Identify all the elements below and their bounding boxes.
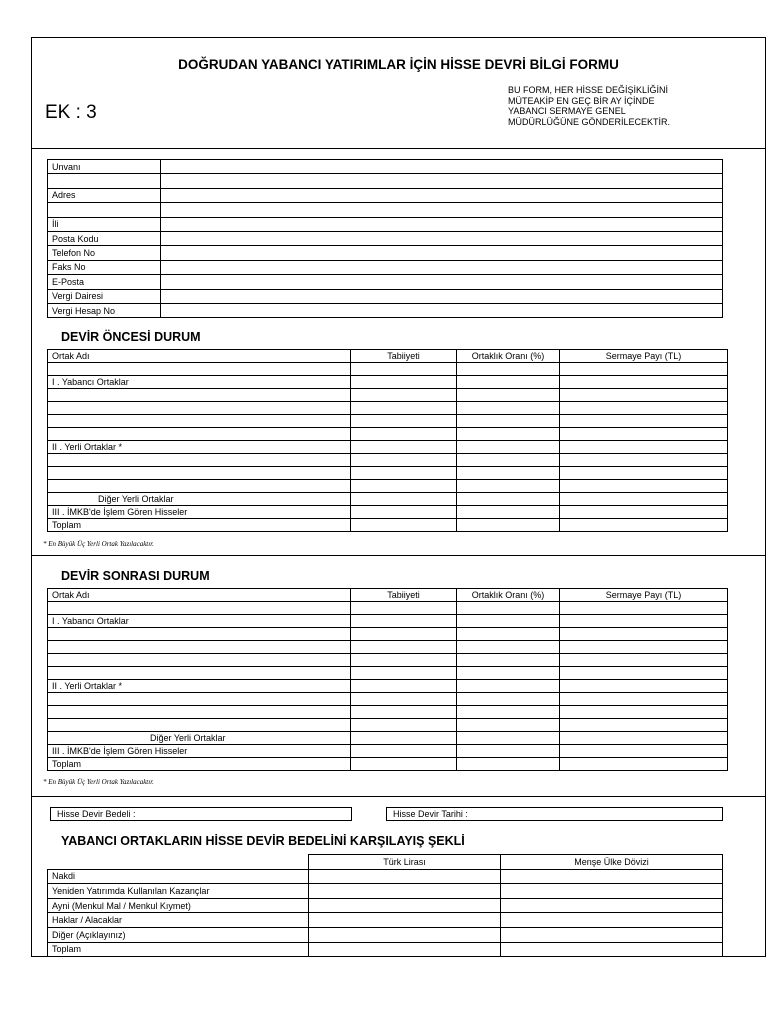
before-footnote: * En Büyük Üç Yerli Ortak Yazılacaktır. (43, 540, 154, 548)
transfer-price-field[interactable]: Hisse Devir Bedeli : (50, 807, 352, 821)
table-row (48, 758, 728, 771)
row-label (48, 402, 351, 415)
value-cell[interactable] (351, 693, 457, 706)
value-cell[interactable] (560, 602, 728, 615)
value-cell[interactable] (457, 758, 560, 771)
field-value-input[interactable] (161, 289, 723, 303)
value-cell[interactable] (457, 693, 560, 706)
value-cell[interactable] (351, 654, 457, 667)
field-value-input[interactable] (161, 203, 723, 217)
field-value-input[interactable] (161, 231, 723, 245)
row-label: Yeniden Yatırımda Kullanılan Kazançlar (48, 884, 309, 899)
row-label: Diğer (Açıklayınız) (48, 927, 309, 942)
value-cell[interactable] (351, 454, 457, 467)
field-label (48, 174, 161, 188)
value-cell[interactable] (501, 869, 723, 884)
table-row (48, 745, 728, 758)
row-label: II . Yerli Ortaklar * (48, 680, 351, 693)
row-label: III . İMKB'de İşlem Gören Hisseler (48, 745, 351, 758)
value-cell[interactable] (351, 745, 457, 758)
value-cell[interactable] (309, 869, 501, 884)
field-label: Posta Kodu (48, 231, 161, 245)
row-label (48, 602, 351, 615)
row-label (48, 428, 351, 441)
submission-note (508, 85, 670, 127)
table-row (48, 693, 728, 706)
row-label (48, 363, 351, 376)
field-value-input[interactable] (161, 303, 723, 317)
row-label (48, 641, 351, 654)
table-row (48, 884, 723, 899)
value-cell[interactable] (560, 693, 728, 706)
table-row (48, 680, 728, 693)
value-cell[interactable] (560, 480, 728, 493)
value-cell[interactable] (560, 363, 728, 376)
column-header: Ortaklık Oranı (%) (457, 589, 560, 602)
value-cell[interactable] (351, 758, 457, 771)
value-cell[interactable] (351, 376, 457, 389)
row-label: Toplam (48, 758, 351, 771)
value-cell[interactable] (560, 519, 728, 532)
value-cell[interactable] (457, 480, 560, 493)
value-cell[interactable] (501, 898, 723, 913)
field-label: Unvanı (48, 160, 161, 174)
table-row (48, 602, 728, 615)
field-label: İli (48, 217, 161, 231)
value-cell[interactable] (351, 732, 457, 745)
value-cell[interactable] (351, 415, 457, 428)
value-cell[interactable] (457, 615, 560, 628)
column-header: Ortaklık Oranı (%) (457, 350, 560, 363)
table-row (48, 441, 728, 454)
table-row (48, 732, 728, 745)
row-label: I . Yabancı Ortaklar (48, 376, 351, 389)
field-label: Vergi Hesap No (48, 303, 161, 317)
column-header: Tabiiyeti (351, 589, 457, 602)
value-cell[interactable] (560, 654, 728, 667)
divider (32, 796, 765, 797)
row-label (48, 706, 351, 719)
company-field-row (48, 231, 723, 245)
value-cell[interactable] (560, 467, 728, 480)
table-row (48, 942, 723, 957)
divider (32, 148, 765, 149)
row-label: Ayni (Menkul Mal / Menkul Kıymet) (48, 898, 309, 913)
table-row (48, 615, 728, 628)
value-cell[interactable] (457, 454, 560, 467)
value-cell[interactable] (560, 389, 728, 402)
value-cell[interactable] (457, 493, 560, 506)
value-cell[interactable] (351, 363, 457, 376)
field-value-input[interactable] (161, 260, 723, 274)
row-label (48, 415, 351, 428)
value-cell[interactable] (351, 615, 457, 628)
value-cell[interactable] (351, 602, 457, 615)
value-cell[interactable] (560, 454, 728, 467)
value-cell[interactable] (560, 506, 728, 519)
table-row (48, 706, 728, 719)
annex-label: EK : 3 (45, 102, 97, 123)
after-section-title: DEVİR SONRASI DURUM (61, 569, 210, 583)
value-cell[interactable] (560, 441, 728, 454)
column-header: Sermaye Payı (TL) (560, 589, 728, 602)
value-cell[interactable] (501, 913, 723, 928)
value-cell[interactable] (560, 667, 728, 680)
value-cell[interactable] (457, 602, 560, 615)
row-label (48, 654, 351, 667)
column-header: Menşe Ülke Dövizi (501, 855, 723, 870)
value-cell[interactable] (560, 628, 728, 641)
company-field-row (48, 260, 723, 274)
value-cell[interactable] (351, 428, 457, 441)
value-cell[interactable] (351, 706, 457, 719)
table-row (48, 467, 728, 480)
company-info-table (47, 159, 723, 318)
company-field-row (48, 217, 723, 231)
after-footnote: * En Büyük Üç Yerli Ortak Yazılacaktır. (43, 778, 154, 786)
value-cell[interactable] (560, 376, 728, 389)
row-label: Nakdi (48, 869, 309, 884)
field-label: Adres (48, 188, 161, 202)
table-row (48, 454, 728, 467)
value-cell[interactable] (560, 706, 728, 719)
value-cell[interactable] (457, 519, 560, 532)
company-field-row (48, 289, 723, 303)
table-row (48, 654, 728, 667)
value-cell[interactable] (457, 441, 560, 454)
column-header: Ortak Adı (48, 350, 351, 363)
column-header: Ortak Adı (48, 589, 351, 602)
table-row (48, 641, 728, 654)
note-line: MÜTEAKİP EN GEÇ BİR AY İÇİNDE (508, 95, 655, 106)
table-row (48, 415, 728, 428)
value-cell[interactable] (457, 680, 560, 693)
table-row (48, 402, 728, 415)
table-row (48, 519, 728, 532)
row-label (48, 389, 351, 402)
value-cell[interactable] (457, 428, 560, 441)
table-row (48, 869, 723, 884)
value-cell[interactable] (351, 680, 457, 693)
before-section-title: DEVİR ÖNCESİ DURUM (61, 330, 201, 344)
field-value-input[interactable] (161, 174, 723, 188)
row-label (48, 454, 351, 467)
field-value-input[interactable] (161, 217, 723, 231)
value-cell[interactable] (457, 402, 560, 415)
table-row (48, 913, 723, 928)
field-value-input[interactable] (161, 275, 723, 289)
payment-method-table (47, 854, 723, 957)
table-row (48, 927, 723, 942)
row-label: III . İMKB'de İşlem Gören Hisseler (48, 506, 351, 519)
field-value-input[interactable] (161, 188, 723, 202)
company-field-row (48, 160, 723, 174)
column-header: Tabiiyeti (351, 350, 457, 363)
field-label: E-Posta (48, 275, 161, 289)
company-field-row (48, 174, 723, 188)
value-cell[interactable] (457, 706, 560, 719)
company-field-row (48, 188, 723, 202)
before-shareholders-table (47, 349, 728, 532)
note-line: MÜDÜRLÜĞÜNE GÖNDERİLECEKTİR. (508, 116, 671, 127)
value-cell[interactable] (351, 402, 457, 415)
table-row (48, 898, 723, 913)
row-label (48, 628, 351, 641)
row-label: Haklar / Alacaklar (48, 913, 309, 928)
value-cell[interactable] (351, 519, 457, 532)
value-cell[interactable] (457, 732, 560, 745)
value-cell[interactable] (351, 467, 457, 480)
value-cell[interactable] (457, 376, 560, 389)
value-cell[interactable] (501, 927, 723, 942)
row-label: Diğer Yerli Ortaklar (48, 732, 351, 745)
value-cell[interactable] (457, 389, 560, 402)
note-line: BU FORM, HER HİSSE DEĞİŞİKLİĞİNİ (508, 85, 669, 95)
table-row (48, 667, 728, 680)
after-shareholders-table (47, 588, 728, 771)
value-cell[interactable] (351, 628, 457, 641)
value-cell[interactable] (560, 745, 728, 758)
value-cell[interactable] (457, 363, 560, 376)
table-row (48, 493, 728, 506)
table-row (48, 428, 728, 441)
value-cell[interactable] (309, 942, 501, 957)
value-cell[interactable] (309, 884, 501, 899)
value-cell[interactable] (501, 884, 723, 899)
note-line: YABANCI SERMAYE GENEL (508, 106, 626, 116)
value-cell[interactable] (457, 654, 560, 667)
column-header: Sermaye Payı (TL) (560, 350, 728, 363)
table-row (48, 480, 728, 493)
company-field-row (48, 303, 723, 317)
table-row (48, 389, 728, 402)
value-cell[interactable] (309, 927, 501, 942)
value-cell[interactable] (309, 913, 501, 928)
form-title: DOĞRUDAN YABANCI YATIRIMLAR İÇİN HİSSE DEVRİ BİLGİ FORMU (178, 57, 619, 72)
value-cell[interactable] (351, 641, 457, 654)
divider (32, 555, 765, 556)
column-header: Türk Lirası (309, 855, 501, 870)
table-row (48, 363, 728, 376)
row-label (48, 467, 351, 480)
value-cell[interactable] (457, 745, 560, 758)
value-cell[interactable] (560, 615, 728, 628)
value-cell[interactable] (457, 415, 560, 428)
value-cell[interactable] (309, 898, 501, 913)
row-label (48, 667, 351, 680)
value-cell[interactable] (560, 641, 728, 654)
field-label (48, 203, 161, 217)
table-row (48, 506, 728, 519)
value-cell[interactable] (351, 719, 457, 732)
table-row (48, 628, 728, 641)
field-value-input[interactable] (161, 160, 723, 174)
row-label: I . Yabancı Ortaklar (48, 615, 351, 628)
value-cell[interactable] (560, 719, 728, 732)
value-cell[interactable] (501, 942, 723, 957)
value-cell[interactable] (560, 732, 728, 745)
row-label: II . Yerli Ortaklar * (48, 441, 351, 454)
field-label: Faks No (48, 260, 161, 274)
company-field-row (48, 203, 723, 217)
field-label: Telefon No (48, 246, 161, 260)
value-cell[interactable] (560, 402, 728, 415)
transfer-date-field[interactable]: Hisse Devir Tarihi : (386, 807, 723, 821)
row-label (48, 719, 351, 732)
value-cell[interactable] (560, 415, 728, 428)
company-field-row (48, 275, 723, 289)
field-label: Vergi Dairesi (48, 289, 161, 303)
value-cell[interactable] (457, 719, 560, 732)
value-cell[interactable] (560, 428, 728, 441)
table-row (48, 376, 728, 389)
value-cell[interactable] (560, 680, 728, 693)
table-row (48, 719, 728, 732)
field-value-input[interactable] (161, 246, 723, 260)
value-cell[interactable] (457, 467, 560, 480)
value-cell[interactable] (560, 493, 728, 506)
row-label (48, 480, 351, 493)
value-cell[interactable] (351, 480, 457, 493)
value-cell[interactable] (457, 667, 560, 680)
row-label: Toplam (48, 942, 309, 957)
value-cell[interactable] (457, 628, 560, 641)
table-header-row (48, 350, 728, 363)
row-label: Diğer Yerli Ortaklar (48, 493, 351, 506)
table-header-row (48, 855, 723, 870)
row-label: Toplam (48, 519, 351, 532)
column-header (48, 855, 309, 870)
value-cell[interactable] (351, 441, 457, 454)
value-cell[interactable] (560, 758, 728, 771)
company-field-row (48, 246, 723, 260)
value-cell[interactable] (351, 667, 457, 680)
table-header-row (48, 589, 728, 602)
value-cell[interactable] (457, 641, 560, 654)
payment-section-title: YABANCI ORTAKLARIN HİSSE DEVİR BEDELİNİ KARŞILAYIŞ ŞEKLİ (61, 834, 465, 848)
row-label (48, 693, 351, 706)
value-cell[interactable] (457, 506, 560, 519)
value-cell[interactable] (351, 506, 457, 519)
value-cell[interactable] (351, 389, 457, 402)
value-cell[interactable] (351, 493, 457, 506)
